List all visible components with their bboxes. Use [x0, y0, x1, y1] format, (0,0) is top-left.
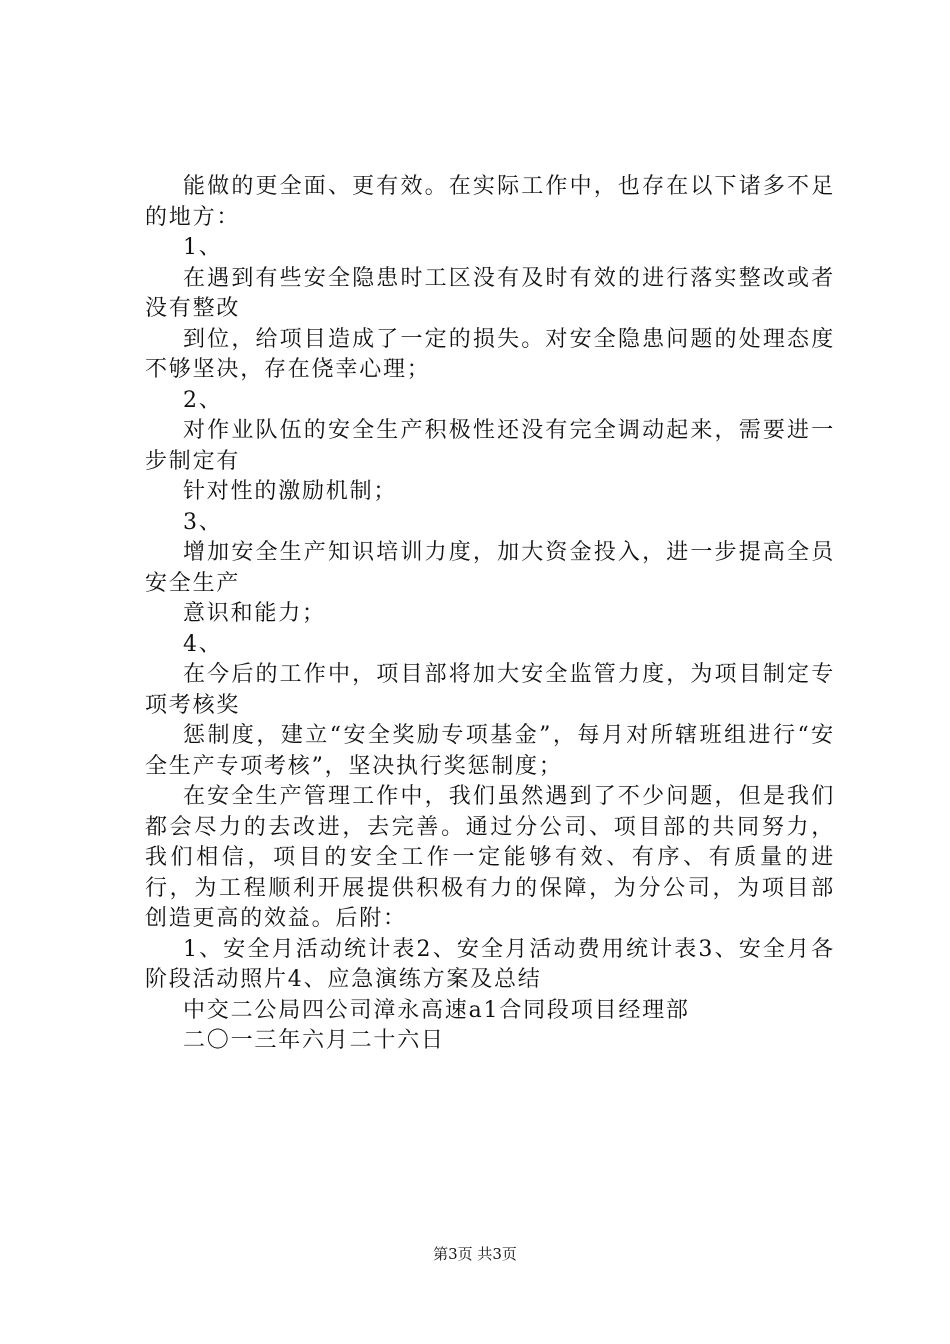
paragraph: 到位，给项目造成了一定的损失。对安全隐患问题的处理态度不够坚决，存在侥幸心理； [145, 326, 835, 382]
list-number: 3、 [183, 509, 223, 535]
paragraph: 惩制度，建立“安全奖励专项基金”，每月对所辖班组进行“安全生产专项考核”，坚决执行奖惩制度； [145, 723, 835, 779]
paragraph: 针对性的激励机制； [183, 479, 398, 504]
signature-organization: 中交二公局四公司漳永高速a1合同段项目经理部 [183, 997, 690, 1023]
paragraph: 能做的更全面、更有效。在实际工作中，也存在以下诸多不足的地方： [145, 174, 835, 230]
list-number: 1、 [183, 235, 223, 260]
paragraph: 在安全生产管理工作中，我们虽然遇到了不少问题，但是我们都会尽力的去改进，去完善。通过分公司、项目部的共同努力，我们相信，项目的安全工作一定能够有效、有序、有质量的进行，为工程顺利开展提供积极有力的保障，为分公司，为项目部创造更高的效益。后附： [145, 784, 835, 931]
attachments-list: 1、安全月活动统计表2、安全月活动费用统计表3、安全月各阶段活动照片4、应急演练方案及总结 [145, 936, 835, 992]
document-body [145, 172, 835, 1057]
list-number: 2、 [183, 387, 223, 413]
paragraph: 意识和能力； [183, 601, 326, 626]
list-number: 4、 [183, 631, 223, 657]
paragraph: 在遇到有些安全隐患时工区没有及时有效的进行落实整改或者没有整改 [145, 265, 835, 321]
paragraph: 在今后的工作中，项目部将加大安全监管力度，为项目制定专项考核奖 [145, 662, 835, 718]
paragraph: 对作业队伍的安全生产积极性还没有完全调动起来，需要进一步制定有 [145, 418, 835, 474]
page-footer: 第3页 共3页 [433, 1245, 517, 1263]
paragraph: 增加安全生产知识培训力度，加大资金投入，进一步提高全员安全生产 [145, 540, 835, 596]
signature-date: 二〇一三年六月二十六日 [183, 1028, 445, 1053]
